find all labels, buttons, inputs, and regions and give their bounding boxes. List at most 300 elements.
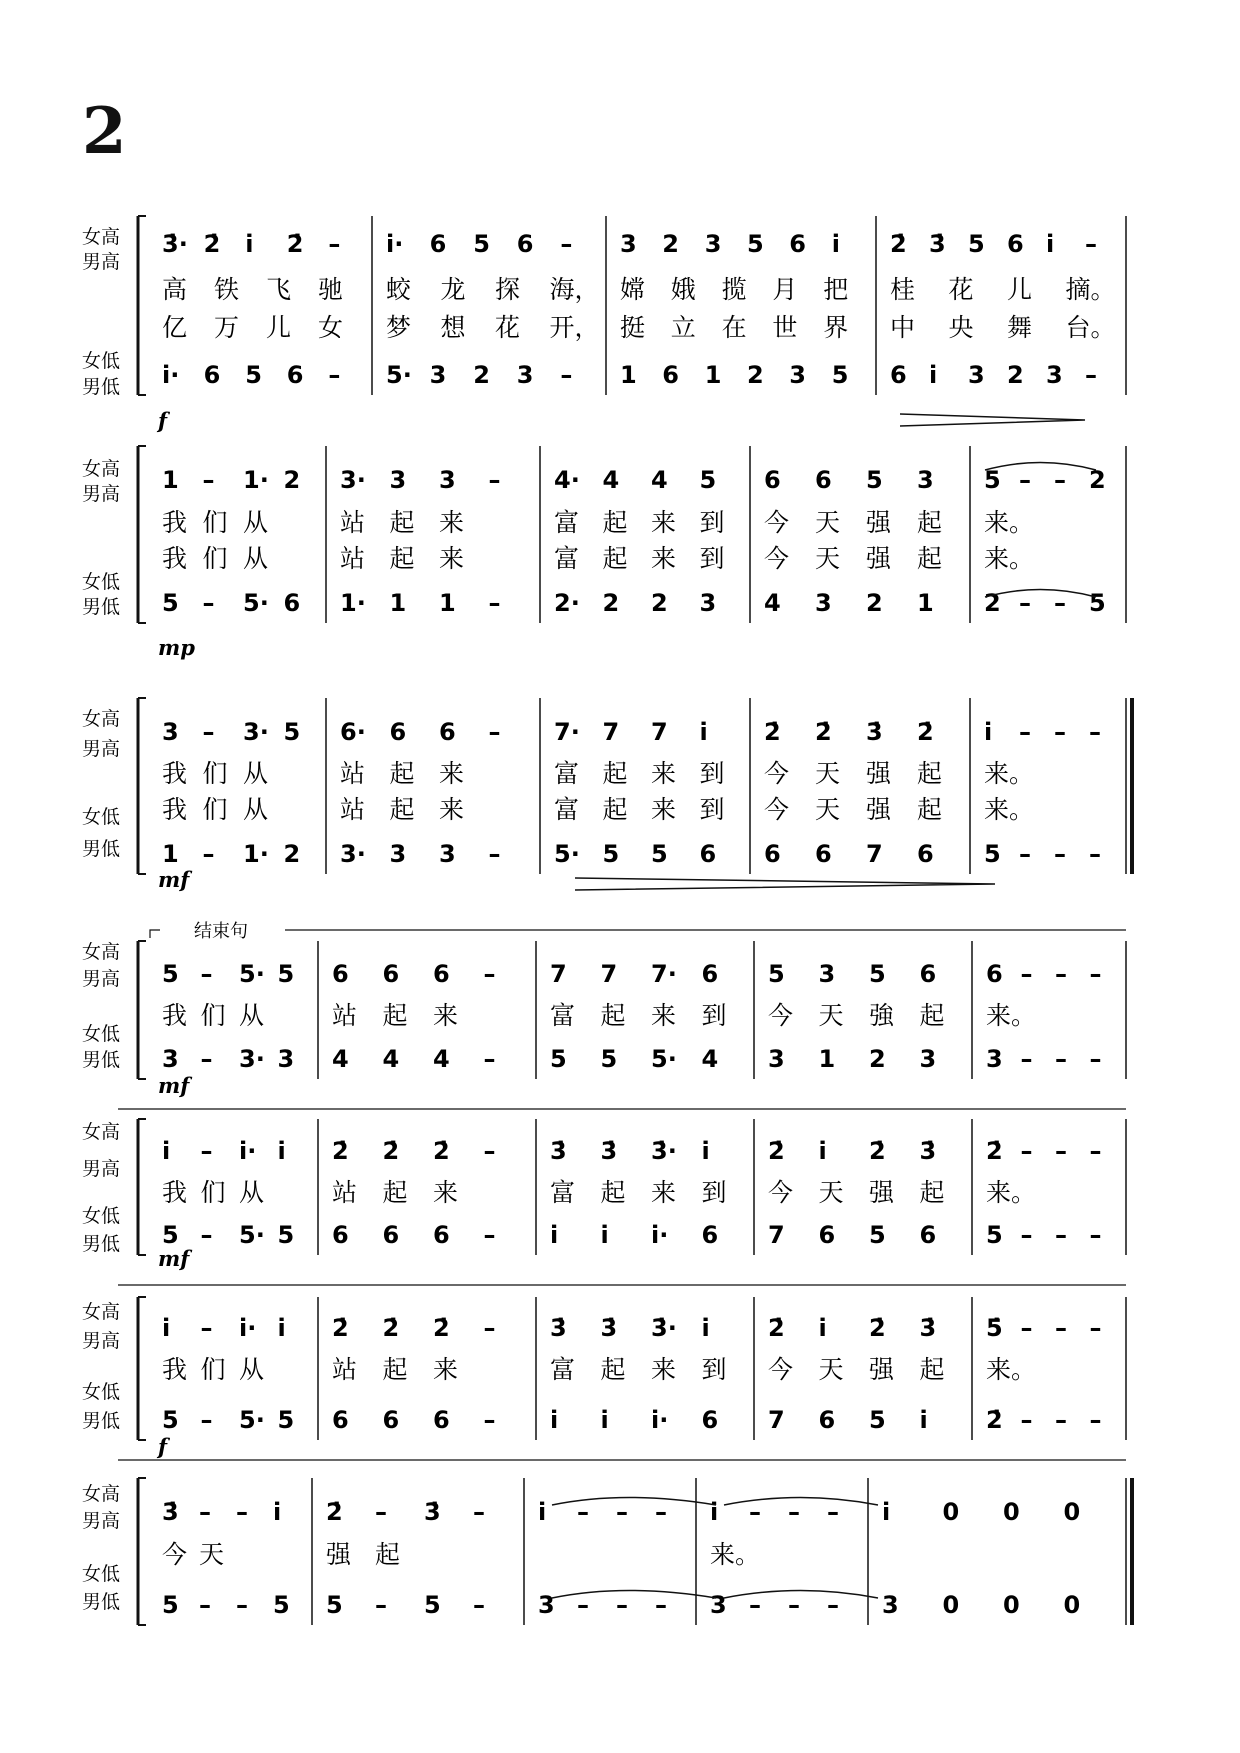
lyric-verse2: 起	[389, 795, 415, 824]
note-upper: –	[827, 1498, 839, 1526]
note-upper: i̇	[277, 1314, 286, 1342]
note-upper: –	[1085, 230, 1097, 258]
note-lower: 5·	[239, 1406, 265, 1434]
note-upper: 7	[602, 718, 620, 746]
lyric-verse1: 来。	[986, 1178, 1037, 1207]
note-lower: –	[655, 1591, 667, 1619]
note-upper: –	[1055, 1314, 1067, 1342]
note-upper: i̇	[984, 718, 993, 746]
note-lower: 6	[890, 361, 907, 389]
note-upper: 6	[332, 960, 349, 988]
note-lower: 6	[433, 1406, 450, 1434]
note-lower: 5	[986, 1221, 1003, 1249]
lyric-verse1: 天	[818, 1178, 844, 1207]
note-upper: –	[1089, 1137, 1102, 1165]
note-lower: –	[200, 1406, 213, 1434]
note-lower: 3	[968, 361, 985, 389]
lyric-verse2: 起	[602, 795, 628, 824]
note-upper: 3̇	[600, 1137, 618, 1165]
voice-label-soprano: 女高	[82, 708, 121, 730]
lyric-verse2: 来	[651, 544, 677, 573]
coda-bracket	[150, 930, 160, 938]
note-lower: 5	[1089, 589, 1106, 617]
note-upper: i̇·	[386, 230, 404, 258]
note-lower: –	[488, 589, 501, 617]
note-upper: 1·	[243, 466, 269, 494]
lyric-verse1: 们	[200, 1178, 226, 1207]
note-upper: i̇	[699, 718, 708, 746]
note-lower: 2	[869, 1045, 886, 1073]
note-upper: 2̇	[332, 1314, 349, 1342]
dynamic-marking: f	[158, 408, 168, 433]
note-lower: 6	[815, 840, 832, 868]
lyric-verse2: 来	[439, 544, 465, 573]
note-lower: 6	[818, 1221, 836, 1249]
note-lower: 6	[764, 840, 781, 868]
note-upper: 5	[869, 960, 886, 988]
note-lower: 2	[602, 589, 620, 617]
note-upper: 3	[818, 960, 836, 988]
note-lower: 2	[984, 589, 1001, 617]
lyric-verse1: 来。	[986, 1001, 1037, 1030]
lyric-verse1: 起	[382, 1178, 408, 1207]
lyric-verse1: 到	[699, 759, 725, 788]
note-upper: –	[560, 230, 573, 258]
lyric-verse1: 富	[550, 1001, 576, 1030]
lyric-verse1: 来	[651, 1355, 677, 1384]
voice-label-soprano: 女高	[82, 1483, 121, 1505]
lyric-verse1: 起	[389, 508, 415, 537]
lyric-verse1: 从	[239, 1178, 265, 1207]
lyric-verse1: 从	[239, 1001, 265, 1030]
note-lower: –	[1055, 1221, 1067, 1249]
note-upper: 2̇	[869, 1314, 886, 1342]
page-number: 2	[82, 94, 127, 169]
note-lower: 6	[917, 840, 934, 868]
note-lower: 0	[942, 1591, 960, 1619]
lyric-verse1: 强	[866, 508, 892, 537]
note-lower: –	[1089, 1045, 1102, 1073]
note-lower: –	[788, 1591, 800, 1619]
lyric-verse1: 娥	[670, 275, 696, 304]
note-lower: –	[199, 1591, 211, 1619]
lyric-verse1: 天	[815, 759, 841, 788]
note-upper: –	[1019, 718, 1031, 746]
note-lower: 5·	[243, 589, 269, 617]
lyric-verse1: 起	[382, 1001, 408, 1030]
note-lower: –	[1089, 840, 1101, 868]
lyric-verse1: 来	[651, 508, 677, 537]
note-upper: i̇	[162, 1137, 171, 1165]
note-lower: 2	[747, 361, 764, 389]
lyric-verse1: 海，	[549, 275, 600, 304]
note-lower: –	[1020, 1045, 1033, 1073]
lyric-verse2: 来。	[984, 795, 1035, 824]
note-upper: –	[236, 1498, 248, 1526]
note-lower: 1·	[340, 589, 366, 617]
note-lower: 1	[917, 589, 934, 617]
lyric-verse1: 今	[162, 1540, 188, 1569]
note-upper: 6	[429, 230, 447, 258]
note-lower: –	[560, 361, 573, 389]
lyric-verse2: 们	[202, 795, 228, 824]
note-upper: 4·	[554, 466, 580, 494]
note-lower: –	[473, 1591, 485, 1619]
note-upper: –	[1089, 960, 1102, 988]
note-upper: 5	[768, 960, 785, 988]
lyric-verse1: 们	[202, 759, 228, 788]
note-upper: 3	[620, 230, 637, 258]
note-upper: 6	[764, 466, 781, 494]
lyric-verse1: 今	[768, 1178, 794, 1207]
note-upper: 5	[747, 230, 764, 258]
note-upper: i̇	[162, 1314, 171, 1342]
lyric-verse1: 来。	[986, 1355, 1037, 1384]
note-upper: i̇·	[239, 1314, 257, 1342]
note-lower: –	[1054, 840, 1066, 868]
lyric-verse1: 起	[917, 508, 943, 537]
note-upper: –	[483, 1137, 496, 1165]
lyric-verse1: 起	[375, 1540, 401, 1569]
note-lower: 2	[473, 361, 490, 389]
note-lower: 4	[701, 1045, 719, 1073]
note-upper: –	[200, 1314, 213, 1342]
note-upper: 3̇	[550, 1314, 567, 1342]
note-lower: 6	[382, 1406, 400, 1434]
lyric-verse1: 来	[433, 1001, 459, 1030]
note-lower: 5	[600, 1045, 618, 1073]
note-upper: 3·	[340, 466, 366, 494]
note-lower: 5	[984, 840, 1001, 868]
note-lower: i̇	[919, 1406, 928, 1434]
note-upper: –	[483, 1314, 496, 1342]
note-lower: –	[488, 840, 501, 868]
lyric-verse1: 起	[919, 1001, 945, 1030]
note-upper: 5	[699, 466, 717, 494]
lyric-verse1: 到	[699, 508, 725, 537]
note-upper: 2̇	[203, 230, 221, 258]
note-upper: –	[655, 1498, 667, 1526]
note-lower: 5·	[239, 1221, 265, 1249]
note-lower: 3	[986, 1045, 1003, 1073]
lyric-verse2: 台。	[1065, 313, 1116, 342]
voice-label-tenor: 男高	[82, 968, 121, 990]
voice-label-alto: 女低	[82, 350, 121, 372]
lyric-verse2: 富	[554, 795, 580, 824]
note-lower: 5	[550, 1045, 567, 1073]
note-lower: 1	[818, 1045, 836, 1073]
voice-label-bass: 男低	[82, 1410, 121, 1432]
note-upper: i̇	[701, 1137, 710, 1165]
note-upper: –	[1054, 466, 1066, 494]
note-upper: i̇	[1046, 230, 1055, 258]
note-lower: 3	[516, 361, 534, 389]
note-upper: i̇	[818, 1137, 827, 1165]
note-lower: 5	[162, 1591, 179, 1619]
note-upper: 4	[602, 466, 620, 494]
lyric-verse1: 站	[332, 1001, 358, 1030]
note-upper: 5	[162, 960, 179, 988]
lyric-verse1: 探	[495, 275, 521, 304]
decrescendo-hairpin	[575, 878, 995, 890]
note-lower: 5·	[651, 1045, 677, 1073]
voice-label-soprano: 女高	[82, 941, 121, 963]
tie	[724, 1591, 878, 1599]
lyric-verse1: 我	[162, 1355, 188, 1384]
note-lower: 5	[245, 361, 262, 389]
lyric-verse1: 起	[600, 1355, 626, 1384]
note-lower: i̇	[600, 1406, 609, 1434]
note-lower: 5	[162, 589, 179, 617]
note-upper: 5	[968, 230, 985, 258]
lyric-verse1: 儿	[1007, 275, 1033, 304]
lyric-verse1: 们	[200, 1355, 226, 1384]
lyric-verse1: 起	[382, 1355, 408, 1384]
voice-label-soprano: 女高	[82, 1121, 121, 1143]
lyric-verse1: 起	[917, 759, 943, 788]
note-lower: 2	[1007, 361, 1024, 389]
note-lower: 4	[382, 1045, 400, 1073]
lyric-verse1: 从	[239, 1355, 265, 1384]
voice-label-tenor: 男高	[82, 738, 121, 760]
note-upper: 6	[382, 960, 400, 988]
note-lower: 3	[538, 1591, 555, 1619]
note-upper: –	[199, 1498, 211, 1526]
note-lower: 1	[620, 361, 637, 389]
note-upper: –	[1089, 1314, 1102, 1342]
note-lower: –	[827, 1591, 839, 1619]
note-lower: 5	[424, 1591, 441, 1619]
note-upper: 2̇	[869, 1137, 886, 1165]
note-upper: 2̇	[768, 1314, 785, 1342]
note-lower: 6	[332, 1221, 349, 1249]
note-upper: 3̇·	[651, 1137, 677, 1165]
note-upper: 6	[516, 230, 534, 258]
lyric-verse2: 强	[866, 544, 892, 573]
lyric-verse1: 来。	[710, 1540, 761, 1569]
note-upper: 6	[433, 960, 450, 988]
note-lower: 1	[439, 589, 456, 617]
lyric-verse1: 今	[768, 1355, 794, 1384]
note-lower: 5	[869, 1221, 886, 1249]
lyric-verse2: 起	[917, 544, 943, 573]
lyric-verse2: 今	[764, 544, 790, 573]
note-upper: 3	[704, 230, 722, 258]
voice-label-alto: 女低	[82, 806, 121, 828]
note-upper: –	[1020, 1314, 1033, 1342]
note-upper: 3̇	[919, 1314, 937, 1342]
lyric-verse1: 起	[602, 508, 628, 537]
lyric-verse2: 中	[890, 313, 916, 342]
lyric-verse1: 到	[701, 1355, 727, 1384]
note-upper: –	[1089, 718, 1101, 746]
note-upper: 2̇	[890, 230, 907, 258]
note-upper: 6·	[340, 718, 366, 746]
note-lower: 3·	[340, 840, 366, 868]
note-upper: 3̇·	[162, 230, 188, 258]
lyric-verse1: 桂	[890, 275, 916, 304]
note-lower: –	[1019, 840, 1031, 868]
note-upper: 3̇	[600, 1314, 618, 1342]
note-lower: 0	[1063, 1591, 1081, 1619]
lyric-verse2: 女	[318, 313, 344, 342]
note-upper: 2̇	[286, 230, 304, 258]
note-lower: 3	[789, 361, 807, 389]
lyric-verse1: 站	[340, 759, 366, 788]
lyric-verse1: 摘。	[1065, 275, 1116, 304]
note-lower: 3	[162, 1045, 179, 1073]
note-upper: 5	[277, 960, 295, 988]
lyric-verse2: 立	[670, 313, 696, 342]
note-upper: 1	[162, 466, 179, 494]
lyric-verse2: 挺	[620, 313, 646, 342]
lyric-verse2: 舞	[1007, 313, 1033, 342]
lyric-verse2: 开，	[549, 313, 600, 342]
lyric-verse1: 从	[243, 508, 269, 537]
lyric-verse2: 在	[721, 313, 747, 342]
note-upper: 2	[1089, 466, 1106, 494]
note-lower: 3	[1046, 361, 1063, 389]
voice-label-bass: 男低	[82, 1591, 121, 1613]
note-upper: 0	[942, 1498, 960, 1526]
lyric-verse1: 起	[389, 759, 415, 788]
lyric-verse2: 界	[823, 313, 849, 342]
note-lower: –	[1020, 1221, 1033, 1249]
lyric-verse2: 站	[340, 795, 366, 824]
voice-label-alto: 女低	[82, 1023, 121, 1045]
lyric-verse1: 天	[815, 508, 841, 537]
lyric-verse2: 天	[815, 795, 841, 824]
lyric-verse2: 我	[162, 544, 188, 573]
lyric-verse2: 儿	[266, 313, 292, 342]
voice-label-soprano: 女高	[82, 226, 121, 248]
note-lower: –	[375, 1591, 387, 1619]
lyric-verse1: 来	[439, 508, 465, 537]
lyric-verse2: 起	[389, 544, 415, 573]
note-lower: 4	[433, 1045, 450, 1073]
note-upper: 2̇	[768, 1137, 785, 1165]
note-upper: –	[1020, 1137, 1033, 1165]
note-lower: 3	[277, 1045, 295, 1073]
note-lower: 5	[326, 1591, 343, 1619]
note-lower: 5	[162, 1221, 179, 1249]
note-upper: 5·	[239, 960, 265, 988]
note-lower: 6	[701, 1221, 719, 1249]
note-lower: 3	[429, 361, 447, 389]
note-lower: i̇·	[651, 1221, 669, 1249]
note-lower: 1	[389, 589, 407, 617]
lyric-verse1: 驰	[318, 275, 344, 304]
note-lower: 1	[162, 840, 179, 868]
lyric-verse1: 起	[600, 1178, 626, 1207]
note-upper: 6	[439, 718, 456, 746]
note-lower: 3	[439, 840, 456, 868]
note-upper: 2̇	[815, 718, 832, 746]
voice-label-tenor: 男高	[82, 251, 121, 273]
lyric-verse1: 来	[651, 1001, 677, 1030]
note-lower: 5	[602, 840, 620, 868]
note-upper: 3	[162, 718, 179, 746]
voice-label-bass: 男低	[82, 376, 121, 398]
note-lower: –	[202, 840, 215, 868]
note-lower: 2	[866, 589, 883, 617]
lyric-verse2: 起	[917, 795, 943, 824]
note-upper: –	[202, 466, 215, 494]
note-upper: 7	[651, 718, 668, 746]
note-upper: 2	[662, 230, 680, 258]
note-lower: 6	[283, 589, 301, 617]
note-lower: 3	[768, 1045, 785, 1073]
note-upper: 7	[550, 960, 567, 988]
voice-label-bass: 男低	[82, 1233, 121, 1255]
note-lower: –	[1089, 1221, 1102, 1249]
lyric-verse2: 世	[772, 313, 798, 342]
note-lower: –	[749, 1591, 761, 1619]
lyric-verse1: 来	[651, 759, 677, 788]
lyric-verse2: 来	[651, 795, 677, 824]
lyric-verse1: 富	[554, 759, 580, 788]
dynamic-marking: mf	[158, 1246, 190, 1271]
note-upper: i̇	[882, 1498, 891, 1526]
note-lower: –	[483, 1221, 496, 1249]
note-lower: 3	[699, 589, 717, 617]
note-lower: i̇·	[162, 361, 180, 389]
note-upper: 7·	[651, 960, 677, 988]
lyric-verse1: 富	[550, 1355, 576, 1384]
note-upper: 3	[439, 466, 456, 494]
lyric-verse2: 到	[699, 544, 725, 573]
lyric-verse1: 我	[162, 1178, 188, 1207]
note-upper: –	[749, 1498, 761, 1526]
note-upper: 6	[1007, 230, 1024, 258]
lyric-verse1: 起	[600, 1001, 626, 1030]
note-upper: i̇	[273, 1498, 282, 1526]
note-lower: 6	[662, 361, 680, 389]
lyric-verse1: 我	[162, 1001, 188, 1030]
note-upper: –	[577, 1498, 589, 1526]
note-lower: –	[1055, 1406, 1067, 1434]
note-upper: 3̇	[866, 718, 883, 746]
note-lower: i̇	[929, 361, 938, 389]
note-lower: 2̇	[986, 1406, 1003, 1434]
tie	[985, 590, 1096, 598]
note-lower: 5	[277, 1221, 295, 1249]
note-upper: 2̇	[382, 1137, 400, 1165]
note-lower: 3	[882, 1591, 899, 1619]
note-lower: –	[200, 1221, 213, 1249]
note-upper: –	[616, 1498, 628, 1526]
lyric-verse2: 花	[495, 313, 521, 342]
lyric-verse1: 强	[326, 1540, 352, 1569]
note-upper: 0	[1063, 1498, 1081, 1526]
note-upper: 5̇	[986, 1314, 1003, 1342]
lyric-verse1: 们	[200, 1001, 226, 1030]
lyric-verse2: 来。	[984, 544, 1035, 573]
note-lower: i̇	[550, 1221, 559, 1249]
voice-label-alto: 女低	[82, 571, 121, 593]
lyric-verse1: 起	[919, 1355, 945, 1384]
note-upper: 7·	[554, 718, 580, 746]
note-upper: i̇	[818, 1314, 827, 1342]
note-lower: 3·	[239, 1045, 265, 1073]
note-upper: 2̇	[986, 1137, 1003, 1165]
note-lower: 6	[382, 1221, 400, 1249]
note-upper: –	[788, 1498, 800, 1526]
lyric-verse1: 揽	[721, 275, 747, 304]
note-lower: 7	[768, 1406, 785, 1434]
note-upper: –	[1055, 960, 1067, 988]
note-upper: –	[202, 718, 215, 746]
